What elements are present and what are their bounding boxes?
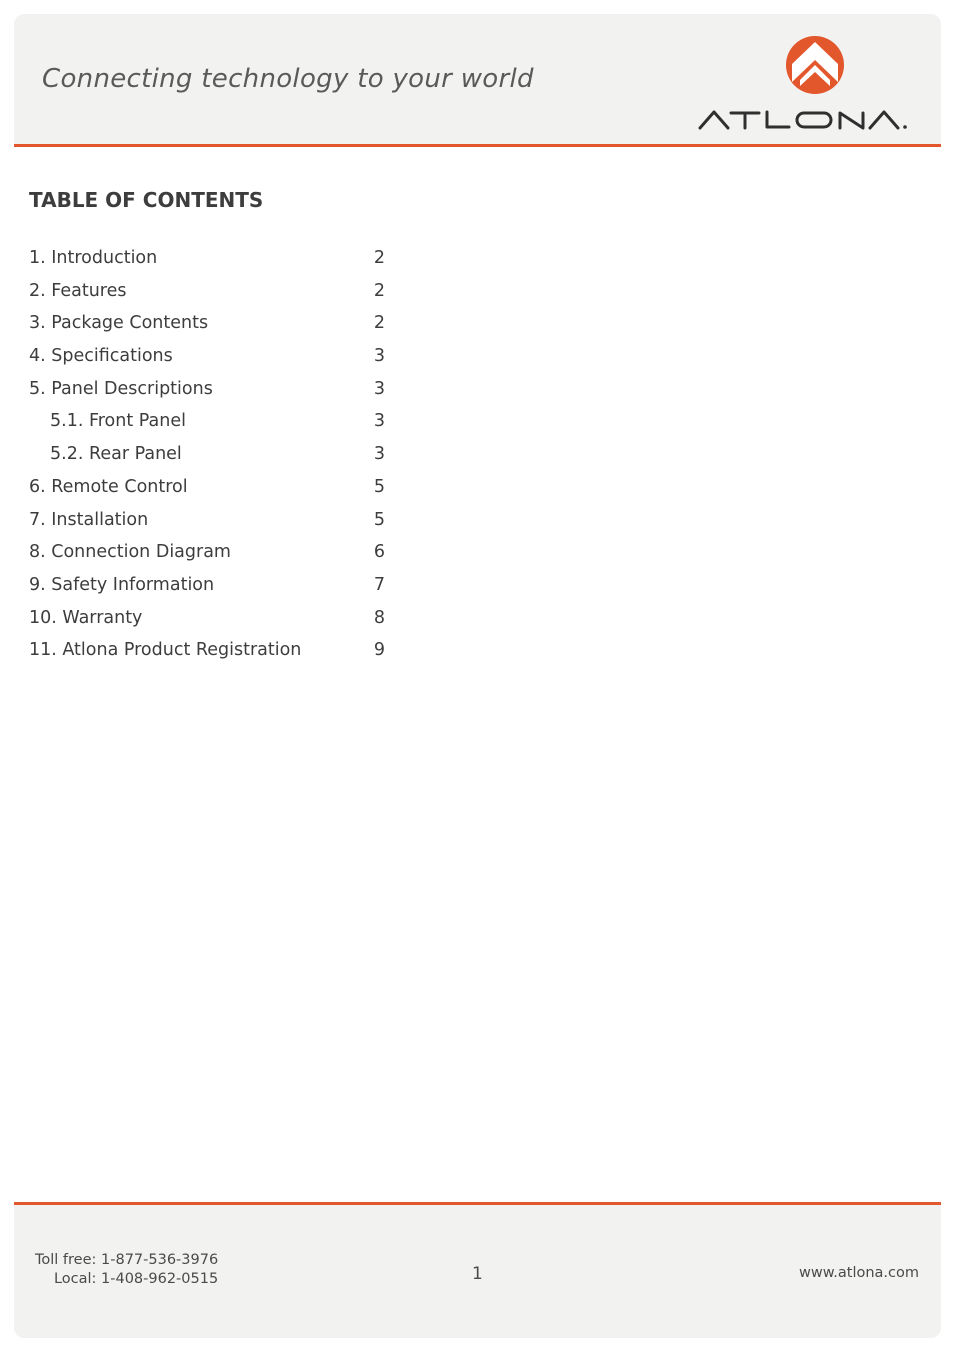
- contact-info: [35, 1251, 218, 1289]
- toc-entry-label: 8. Connection Diagram: [29, 542, 231, 563]
- toc-entry-label: 5.1. Front Panel: [50, 411, 186, 432]
- table-of-contents: [29, 243, 387, 668]
- toc-entry-page: 5: [373, 509, 385, 530]
- toc-entry-label: 7. Installation: [29, 509, 149, 530]
- toc-entry-front-panel[interactable]: [29, 406, 387, 439]
- toc-entry-label: 4. Specifications: [29, 346, 173, 367]
- toc-entry-label: 6. Remote Control: [29, 476, 188, 497]
- toc-entry-label: 10. Warranty: [29, 607, 143, 628]
- toc-entry-label: 5. Panel Descriptions: [29, 378, 213, 399]
- toc-entry-page: 2: [373, 280, 385, 301]
- toc-entry-specifications[interactable]: [29, 341, 387, 374]
- toc-entry-panel-descriptions[interactable]: [29, 374, 387, 407]
- page-number: 1: [472, 1264, 483, 1284]
- local-number: Local: 1-408-962-0515: [53, 1271, 219, 1287]
- toll-free-number: Toll free: 1-877-536-3976: [35, 1252, 219, 1268]
- toc-entry-safety-information[interactable]: [29, 570, 387, 603]
- toc-entry-package-contents[interactable]: [29, 308, 387, 341]
- toc-entry-label: 3. Package Contents: [29, 313, 209, 334]
- toc-entry-page: 3: [373, 444, 385, 465]
- toc-entry-installation[interactable]: [29, 505, 387, 538]
- toc-entry-page: 7: [373, 574, 385, 595]
- toc-entry-page: 3: [373, 378, 385, 399]
- toc-entry-label: 11. Atlona Product Registration: [29, 640, 302, 661]
- tagline: Connecting technology to your world: [42, 64, 534, 94]
- toc-entry-label: 2. Features: [29, 280, 127, 301]
- toc-entry-connection-diagram[interactable]: [29, 537, 387, 570]
- page-footer: [14, 1202, 941, 1338]
- toc-entry-page: 8: [373, 607, 385, 628]
- toc-entry-page: 2: [373, 248, 385, 268]
- toc-entry-page: 3: [373, 346, 385, 367]
- toc-entry-warranty[interactable]: [29, 603, 387, 636]
- toc-entry-rear-panel[interactable]: [29, 439, 387, 472]
- atlona-logo: [697, 34, 912, 134]
- toc-entry-introduction[interactable]: [29, 243, 387, 276]
- toc-entry-remote-control[interactable]: [29, 472, 387, 505]
- toc-entry-product-registration[interactable]: [29, 635, 387, 668]
- toc-entry-label: 1. Introduction: [29, 248, 158, 268]
- toc-entry-page: 3: [373, 411, 385, 432]
- website-link[interactable]: www.atlona.com: [799, 1265, 919, 1281]
- toc-entry-features[interactable]: [29, 276, 387, 309]
- toc-entry-label: 5.2. Rear Panel: [50, 444, 182, 465]
- toc-entry-label: 9. Safety Information: [29, 574, 215, 595]
- toc-entry-page: 6: [373, 542, 385, 563]
- toc-heading: TABLE OF CONTENTS: [29, 188, 264, 212]
- toc-entry-page: 9: [373, 640, 385, 661]
- page-header: [14, 14, 941, 147]
- toc-entry-page: 5: [373, 476, 385, 497]
- toc-entry-page: 2: [373, 313, 385, 334]
